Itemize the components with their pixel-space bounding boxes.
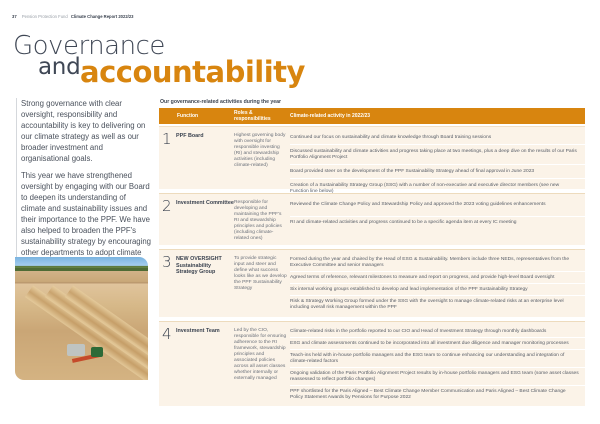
- activity-item: Creation of a Sustainability Strategy Group (SSG) with a number of non-executive and executive director members (see new Function line below): [290, 182, 560, 194]
- activity-item: ESG and climate assessments continued to be incorporated into all investment due diligence and manager monitoring processes: [290, 338, 585, 350]
- row-function: [173, 326, 234, 402]
- activity-item: Continued our focus on sustainability and climate knowledge through Board training sessions: [290, 131, 585, 145]
- row-function: [173, 198, 234, 241]
- column-header-roles: Roles & responsibilities: [234, 110, 271, 122]
- activity-item: Reviewed the Climate Change Policy and Stewardship Policy and approved the 2023 voting guidelines enhancements: [290, 198, 585, 217]
- report-title: Climate Change Report 2022/23: [70, 14, 134, 19]
- column-header-activity: Climate-related activity in 2022/23: [290, 113, 371, 119]
- activity-item: Climate-related risks in the portfolio reported to our CIO and Head of Investment Strategy through monthly dashboards: [290, 326, 585, 338]
- activity-item: Risk & Strategy Working Group formed under the SSG with the oversight to manage climate-related risks at an enterprise level including overall risk management within the PPF: [290, 298, 564, 310]
- intro-text: [16, 98, 152, 275]
- activity-item: Six internal working groups established to develop and lead implementation of the PPF Sustainability Strategy: [290, 284, 585, 296]
- photo-treeline: [15, 268, 148, 271]
- row-activities: [290, 131, 585, 194]
- activity-item: PPF shortlisted for the Paris Aligned – Best Climate Change Member Communication and Paris Aligned – Best Climate Change Policy Statement Awards by Pensions for Purpose 2022: [290, 388, 566, 400]
- row-role: Responsible for developing and maintaining the PPF's RI and stewardship principles and policies (including climate-related ones): [234, 200, 282, 241]
- row-function: [173, 254, 234, 313]
- row-number: 4: [162, 325, 172, 343]
- row-number: 3: [162, 253, 172, 271]
- row-activities: [290, 198, 585, 241]
- row-number: 1: [162, 130, 172, 148]
- activity-item: Agreed terms of reference, relevant milestones to measure and report on progress, and provide high-level Board oversight: [290, 272, 585, 284]
- photo-harvester: [67, 344, 85, 356]
- photo-tractor: [91, 347, 103, 357]
- intro-paragraph: This year we have strengthened oversight by engaging with our Board to deepen its understanding of climate and sustainability issues and their importance to the PPF. We have also helped to broaden the PPF's sustainability strategy by encouraging other departments to adopt climate: [21, 171, 152, 257]
- function-name: Sustainability Strategy Group: [176, 262, 216, 275]
- row-role: Highest governing body with oversight for responsible investing (RI) and stewardship activities (including climate-related): [234, 133, 286, 168]
- activity-item: Ongoing validation of the Paris Portfolio Alignment Project results by in-house portfolio managers and ESG team (some asset classes reassessed to reflect portfolio changes): [290, 368, 585, 386]
- page-title-and: and: [38, 54, 81, 80]
- activity-item: Formed during the year and chaired by the Head of ESG & Sustainability. Members include three NEDs, representatives from the Executive Committee and senior managers: [290, 254, 585, 272]
- table-row-investment-team: [159, 321, 585, 406]
- function-name: PPF Board: [176, 133, 204, 139]
- intro-paragraph: Strong governance with clear oversight, responsibility and accountability is key to delivering on our climate strategy as well as our broader investment and organisational goals.: [21, 99, 146, 163]
- page-title-line1: Governance: [13, 31, 165, 61]
- table-row-ppf-board: [159, 126, 585, 194]
- column-header-function: Function: [177, 113, 199, 119]
- row-number: 2: [162, 197, 172, 215]
- page-title-emphasis: accountability: [80, 55, 305, 89]
- table-caption: Our governance-related activities during the year: [160, 99, 282, 105]
- row-activities: [290, 326, 585, 402]
- function-name: Investment Team: [176, 328, 220, 334]
- row-function: [173, 131, 234, 185]
- function-name: Investment Committee: [176, 200, 234, 206]
- table-row-sustainability-strategy-group: [159, 249, 585, 317]
- page-number: 37: [12, 14, 17, 19]
- row-activities: [290, 254, 585, 313]
- table-header-row: [159, 108, 585, 124]
- table-row-investment-committee: [159, 193, 585, 245]
- activity-item: Discussed sustainability and climate activities and progress taking place at two meetings, plus a deep dive on the results of our Paris Portfolio Alignment Project: [290, 145, 585, 165]
- page-header: [12, 14, 133, 19]
- activity-item: Board provided steer on the development of the PPF Sustainability Strategy ahead of final approval in June 2023: [290, 165, 585, 179]
- harvest-field-photo: [15, 257, 148, 380]
- new-oversight-tag: NEW OVERSIGHT: [176, 256, 222, 262]
- activity-item: Teach-ins held with in-house portfolio managers and the ESG team to continue enhancing our understanding and integration of climate-related factors: [290, 350, 585, 368]
- governance-table: [159, 108, 585, 406]
- row-role: To provide strategic input and steer and define what success looks like as we develop the PPF Sustainability Strategy: [234, 256, 287, 291]
- row-role: Led by the CIO, responsible for ensuring adherence to the RI framework, stewardship principles and associated policies across all asset classes whether internally or externally managed: [234, 328, 287, 381]
- publisher-name: Pension Protection Fund: [21, 14, 68, 19]
- activity-item: RI and climate-related activities and progress continued to be a specific agenda item at every IC meeting: [290, 220, 517, 225]
